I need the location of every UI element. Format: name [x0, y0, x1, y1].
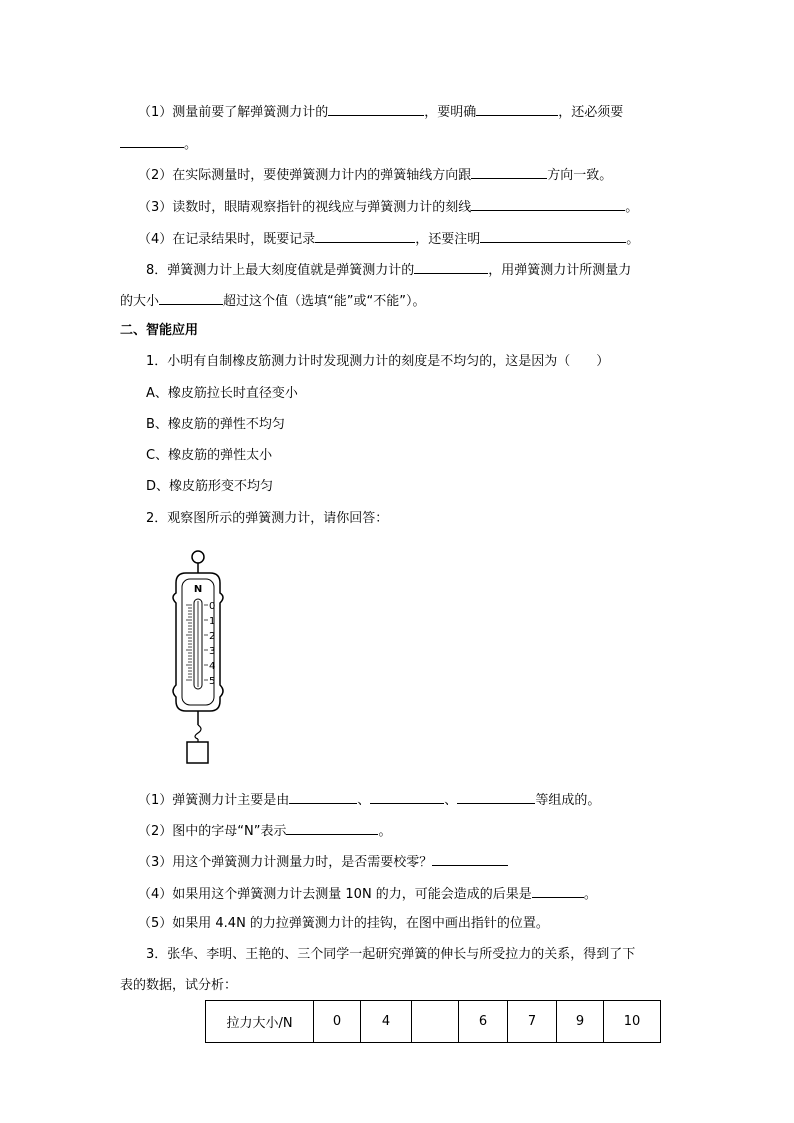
question-2-item: （5）如果用 4.4N 的力拉弹簧测力计的挂钩，在图中画出指针的位置。 — [138, 916, 549, 931]
table-cell: 9 — [557, 1001, 604, 1043]
question-line: （3）读数时，眼睛观察指针的视线应与弹簧测力计的刻线 。 — [138, 196, 638, 218]
table-cell: 6 — [459, 1001, 508, 1043]
question-2-item: （2）图中的字母“N”表示 。 — [138, 820, 391, 842]
tick-label: 4 — [209, 661, 216, 672]
table-cell[interactable] — [412, 1001, 459, 1043]
tick-label: 5 — [209, 676, 216, 687]
tick-label: 3 — [209, 646, 216, 657]
question-3-stem: 表的数据，试分析： — [120, 978, 238, 993]
answer-blank[interactable] — [328, 101, 424, 116]
answer-blank[interactable] — [289, 789, 357, 804]
left-ticks — [186, 605, 192, 680]
table-cell: 4 — [361, 1001, 412, 1043]
question-line: （4）在记录结果时，既要记录 ，还要注明 。 — [138, 228, 639, 250]
answer-blank[interactable] — [532, 883, 584, 898]
question-line: （1）测量前要了解弹簧测力计的 ，要明确 ，还必须要 — [138, 101, 623, 123]
answer-blank[interactable] — [476, 101, 558, 116]
answer-blank[interactable] — [471, 196, 625, 211]
answer-blank[interactable] — [471, 164, 547, 179]
answer-blank[interactable] — [159, 290, 223, 305]
tick-label: 1 — [209, 616, 216, 627]
question-line: （2）在实际测量时，要使弹簧测力计内的弹簧轴线方向跟 方向一致。 — [138, 164, 612, 186]
table-cell: 0 — [314, 1001, 361, 1043]
option-d[interactable]: D、橡皮筋形变不均匀 — [146, 479, 274, 494]
spring-scale-figure — [168, 545, 268, 775]
question-2-item: （1）弹簧测力计主要是由 、 、 等组成的。 — [138, 789, 600, 811]
right-ticks — [204, 605, 208, 680]
table-header-cell: 拉力大小/N — [206, 1001, 314, 1043]
unit-label: N — [193, 584, 203, 595]
section-heading: 二、智能应用 — [120, 323, 199, 338]
answer-blank[interactable] — [432, 851, 508, 866]
answer-blank[interactable] — [414, 259, 488, 274]
table-row — [206, 1001, 661, 1043]
option-c[interactable]: C、橡皮筋的弹性太小 — [146, 448, 273, 463]
answer-blank[interactable] — [286, 820, 378, 835]
answer-blank[interactable] — [370, 789, 444, 804]
top-hook — [192, 551, 204, 563]
question-2-item: （4）如果用这个弹簧测力计去测量 10N 的力，可能会造成的后果是 。 — [138, 883, 597, 905]
answer-blank[interactable] — [315, 228, 415, 243]
answer-blank[interactable] — [480, 228, 626, 243]
question-line: 。 — [120, 133, 197, 155]
lower-hook — [195, 725, 201, 739]
question-2-item: （3）用这个弹簧测力计测量力时，是否需要校零？ — [138, 851, 508, 873]
weight-block — [187, 742, 208, 763]
option-a[interactable]: A、橡皮筋拉长时直径变小 — [146, 386, 298, 401]
question-3-stem: 3．张华、李明、王艳的、三个同学一起研究弹簧的伸长与所受拉力的关系，得到了下 — [146, 947, 636, 962]
tick-label: 0 — [209, 601, 216, 612]
question-8-line: 8．弹簧测力计上最大刻度值就是弹簧测力计的 ，用弹簧测力计所测量力 — [146, 259, 631, 281]
question-1-stem: 1．小明有自制橡皮筋测力计时发现测力计的刻度是不均匀的，这是因为（ ） — [146, 354, 610, 369]
answer-blank[interactable] — [120, 133, 184, 148]
table-cell: 7 — [508, 1001, 557, 1043]
answer-blank[interactable] — [457, 789, 535, 804]
option-b[interactable]: B、橡皮筋的弹性不均匀 — [146, 417, 285, 432]
question-2-stem: 2．观察图所示的弹簧测力计，请你回答： — [146, 511, 389, 526]
question-8-line: 的大小 超过这个值（选填“能”或“不能”）。 — [120, 290, 425, 312]
tick-label: 2 — [209, 631, 216, 642]
table-cell: 10 — [604, 1001, 661, 1043]
data-table — [205, 1000, 661, 1043]
